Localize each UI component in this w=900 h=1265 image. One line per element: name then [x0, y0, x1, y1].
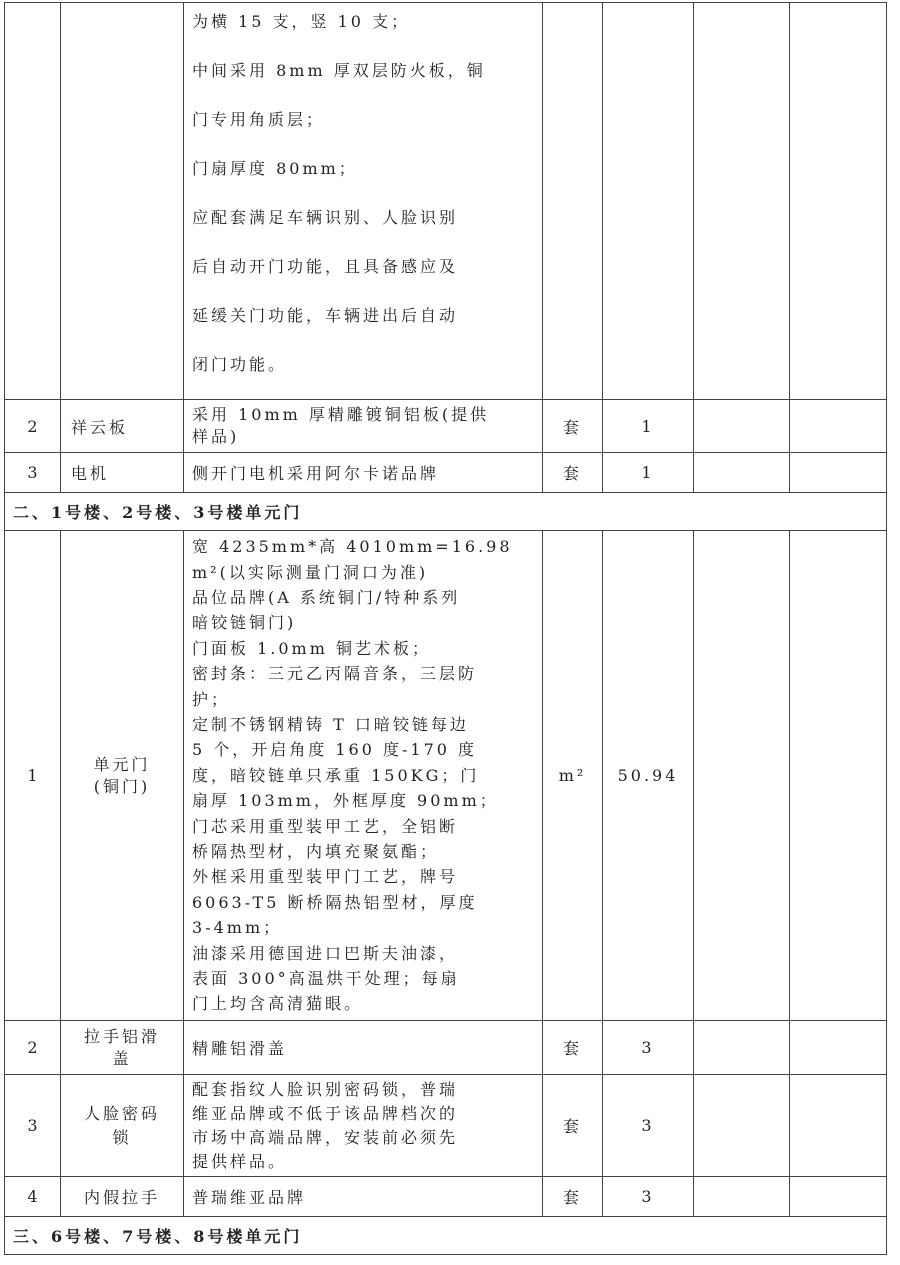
empty-cell	[694, 3, 790, 400]
row-number: 2	[5, 1021, 61, 1075]
item-unit: 套	[543, 1177, 603, 1217]
row-number: 1	[5, 531, 61, 1021]
row-number	[5, 3, 61, 400]
item-quantity: 1	[603, 400, 694, 453]
row-number: 2	[5, 400, 61, 453]
item-name: 祥云板	[61, 400, 184, 453]
empty-cell	[694, 531, 790, 1021]
row-number: 3	[5, 1075, 61, 1177]
table-row	[5, 531, 887, 1021]
item-name: 电机	[61, 453, 184, 493]
section-title: 二、1号楼、2号楼、3号楼单元门	[5, 493, 887, 531]
item-quantity	[603, 3, 694, 400]
empty-cell	[790, 3, 887, 400]
item-name: 内假拉手	[61, 1177, 184, 1217]
item-unit: 套	[543, 1021, 603, 1075]
item-quantity: 3	[603, 1075, 694, 1177]
empty-cell	[694, 1075, 790, 1177]
table-row	[5, 453, 887, 493]
section-header-row	[5, 493, 887, 531]
item-description: 精雕铝滑盖	[184, 1021, 543, 1075]
section-header-row	[5, 1217, 887, 1255]
item-quantity: 1	[603, 453, 694, 493]
item-quantity: 3	[603, 1021, 694, 1075]
item-description: 普瑞维亚品牌	[184, 1177, 543, 1217]
table-row	[5, 400, 887, 453]
item-description: 侧开门电机采用阿尔卡诺品牌	[184, 453, 543, 493]
table-row	[5, 3, 887, 400]
empty-cell	[790, 1075, 887, 1177]
section-title: 三、6号楼、7号楼、8号楼单元门	[5, 1217, 887, 1255]
item-description: 配套指纹人脸识别密码锁，普瑞 维亚品牌或不低于该品牌档次的 市场中高端品牌，安装前必须先 提供样品。	[184, 1075, 543, 1177]
item-name	[61, 3, 184, 400]
empty-cell	[694, 1177, 790, 1217]
item-name: 拉手铝滑 盖	[61, 1021, 184, 1075]
item-unit: 套	[543, 453, 603, 493]
table-row	[5, 1177, 887, 1217]
item-unit: 套	[543, 400, 603, 453]
empty-cell	[694, 453, 790, 493]
empty-cell	[790, 453, 887, 493]
item-description: 宽 4235mm*高 4010mm=16.98 m²(以实际测量门洞口为准) 品位品牌(A 系统铜门/特种系列 暗铰链铜门) 门面板 1.0mm 铜艺术板； 密封条：三元乙丙隔音条，三层防 护； 定制不锈钢精铸 T 口暗铰链每边 5 个，开启角度 160 度-170 度 度，暗铰链单只承重 150KG；门 扇厚 103mm，外框厚度 90mm； 门芯采用重型装甲工艺，全铝断 桥隔热型材，内填充聚氨酯； 外框采用重型装甲门工艺，牌号 6063-T5 断桥隔热铝型材，厚度 3-4mm； 油漆采用德国进口巴斯夫油漆， 表面 300°高温烘干处理；每扇 门上均含高清猫眼。	[184, 531, 543, 1021]
empty-cell	[790, 1021, 887, 1075]
item-description: 采用 10mm 厚精雕镀铜铝板(提供 样品)	[184, 400, 543, 453]
item-description: 为横 15 支，竖 10 支； 中间采用 8mm 厚双层防火板，铜 门专用角质层； 门扇厚度 80mm； 应配套满足车辆识别、人脸识别 后自动开门功能，且具备感应及 延缓关门功能，车辆进出后自动 闭门功能。	[184, 3, 543, 400]
row-number: 4	[5, 1177, 61, 1217]
empty-cell	[790, 531, 887, 1021]
quotation-table	[4, 2, 887, 1255]
empty-cell	[790, 400, 887, 453]
item-unit: m²	[543, 531, 603, 1021]
item-name: 人脸密码 锁	[61, 1075, 184, 1177]
item-unit: 套	[543, 1075, 603, 1177]
item-unit	[543, 3, 603, 400]
empty-cell	[694, 400, 790, 453]
table-row	[5, 1075, 887, 1177]
item-quantity: 50.94	[603, 531, 694, 1021]
item-name: 单元门 (铜门)	[61, 531, 184, 1021]
empty-cell	[790, 1177, 887, 1217]
empty-cell	[694, 1021, 790, 1075]
row-number: 3	[5, 453, 61, 493]
item-quantity: 3	[603, 1177, 694, 1217]
table-row	[5, 1021, 887, 1075]
